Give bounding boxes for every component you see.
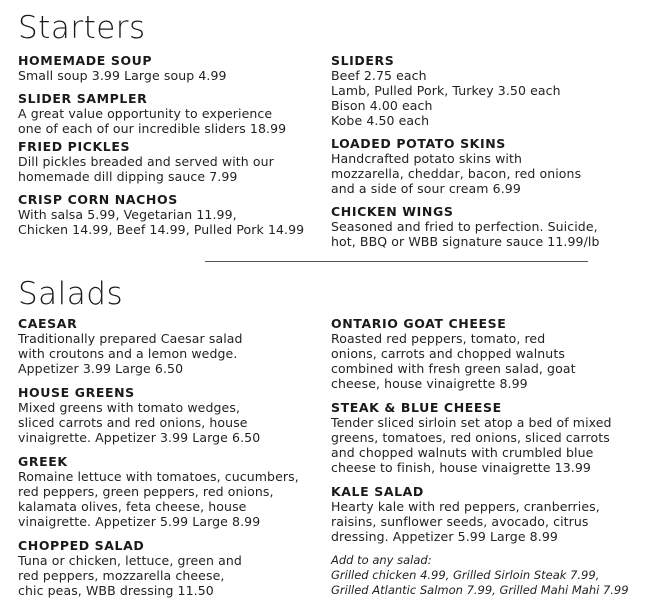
menu-item-homemade-soup [18, 53, 318, 83]
menu-item-sliders [331, 53, 631, 128]
menu-item-caesar [18, 316, 318, 376]
item-description: Mixed greens with tomato wedges, [18, 400, 241, 415]
item-description: Roasted red peppers, tomato, red [331, 331, 546, 346]
item-description: chic peas, WBB dressing 11.50 [18, 583, 214, 598]
item-description: Lamb, Pulled Pork, Turkey 3.50 each [331, 83, 561, 98]
item-description: Kobe 4.50 each [331, 113, 430, 128]
item-name: CAESAR [18, 316, 78, 331]
salads-left-column [18, 316, 318, 598]
menu-item-ontario-goat-cheese [331, 316, 631, 391]
item-name: CHOPPED SALAD [18, 538, 145, 553]
item-description: dressing. Appetizer 5.99 Large 8.99 [331, 529, 558, 544]
item-description: red peppers, mozzarella cheese, [18, 568, 225, 583]
addons-line: Grilled chicken 4.99, Grilled Sirloin Steak 7.99, [331, 568, 600, 582]
item-description: Hearty kale with red peppers, cranberries, [331, 499, 600, 514]
item-description: Bison 4.00 each [331, 98, 433, 113]
starters-title: Starters [18, 10, 146, 46]
item-description: with croutons and a lemon wedge. [18, 346, 238, 361]
item-description: Beef 2.75 each [331, 68, 427, 83]
menu-item-chopped-salad [18, 538, 318, 598]
salads-right-column [331, 316, 631, 598]
section-divider [205, 261, 588, 262]
item-description: Dill pickles breaded and served with our [18, 154, 274, 169]
item-description: Handcrafted potato skins with [331, 151, 522, 166]
item-name: CHICKEN WINGS [331, 204, 454, 219]
item-description: Appetizer 3.99 Large 6.50 [18, 361, 184, 376]
item-name: LOADED POTATO SKINS [331, 136, 506, 151]
item-description: raisins, sunflower seeds, avocado, citrus [331, 514, 589, 529]
item-description: Tender sliced sirloin set atop a bed of mixed [331, 415, 612, 430]
starters-right-column [331, 53, 631, 249]
salads-title: Salads [18, 276, 124, 312]
menu-item-greek [18, 454, 318, 529]
item-description: kalamata olives, feta cheese, house [18, 499, 247, 514]
item-name: FRIED PICKLES [18, 139, 131, 154]
item-description: Traditionally prepared Caesar salad [18, 331, 243, 346]
menu-item-fried-pickles [18, 139, 318, 184]
item-name: KALE SALAD [331, 484, 424, 499]
item-name: CRISP CORN NACHOS [18, 192, 178, 207]
item-description: onions, carrots and chopped walnuts [331, 346, 565, 361]
item-description: and a side of sour cream 6.99 [331, 181, 521, 196]
item-name: HOMEMADE SOUP [18, 53, 153, 68]
item-description: Tuna or chicken, lettuce, green and [18, 553, 242, 568]
item-description: With salsa 5.99, Vegetarian 11.99, [18, 207, 237, 222]
item-description: Romaine lettuce with tomatoes, cucumbers, [18, 469, 299, 484]
item-name: STEAK & BLUE CHEESE [331, 400, 502, 415]
salad-addons [331, 553, 631, 598]
menu-item-house-greens [18, 385, 318, 445]
menu-item-crisp-corn-nachos [18, 192, 318, 237]
item-description: one of each of our incredible sliders 18.99 [18, 121, 287, 136]
item-name: SLIDER SAMPLER [18, 91, 148, 106]
item-description: vinaigrette. Appetizer 3.99 Large 6.50 [18, 430, 261, 445]
addons-line: Grilled Atlantic Salmon 7.99, Grilled Mahi Mahi 7.99 [331, 583, 629, 597]
item-description: hot, BBQ or WBB signature sauce 11.99/lb [331, 234, 600, 249]
item-description: greens, tomatoes, red onions, sliced carrots [331, 430, 610, 445]
item-name: ONTARIO GOAT CHEESE [331, 316, 507, 331]
menu-item-loaded-potato-skins [331, 136, 631, 196]
item-description: Chicken 14.99, Beef 14.99, Pulled Pork 14.99 [18, 222, 305, 237]
item-description: Small soup 3.99 Large soup 4.99 [18, 68, 227, 83]
item-name: HOUSE GREENS [18, 385, 135, 400]
item-description: mozzarella, cheddar, bacon, red onions [331, 166, 582, 181]
item-description: sliced carrots and red onions, house [18, 415, 248, 430]
starters-left-column [18, 53, 318, 237]
item-description: Seasoned and fried to perfection. Suicide, [331, 219, 598, 234]
item-description: cheese to finish, house vinaigrette 13.99 [331, 460, 591, 475]
addons-heading: Add to any salad: [331, 553, 432, 567]
item-description: homemade dill dipping sauce 7.99 [18, 169, 238, 184]
item-description: A great value opportunity to experience [18, 106, 273, 121]
item-description: cheese, house vinaigrette 8.99 [331, 376, 528, 391]
item-description: and chopped walnuts with crumbled blue [331, 445, 594, 460]
menu-item-slider-sampler [18, 91, 318, 136]
item-description: red peppers, green peppers, red onions, [18, 484, 274, 499]
item-description: combined with fresh green salad, goat [331, 361, 576, 376]
item-description: vinaigrette. Appetizer 5.99 Large 8.99 [18, 514, 261, 529]
item-name: GREEK [18, 454, 68, 469]
item-name: SLIDERS [331, 53, 395, 68]
menu-item-chicken-wings [331, 204, 631, 249]
menu-item-steak-blue-cheese [331, 400, 631, 475]
menu-item-kale-salad [331, 484, 631, 544]
